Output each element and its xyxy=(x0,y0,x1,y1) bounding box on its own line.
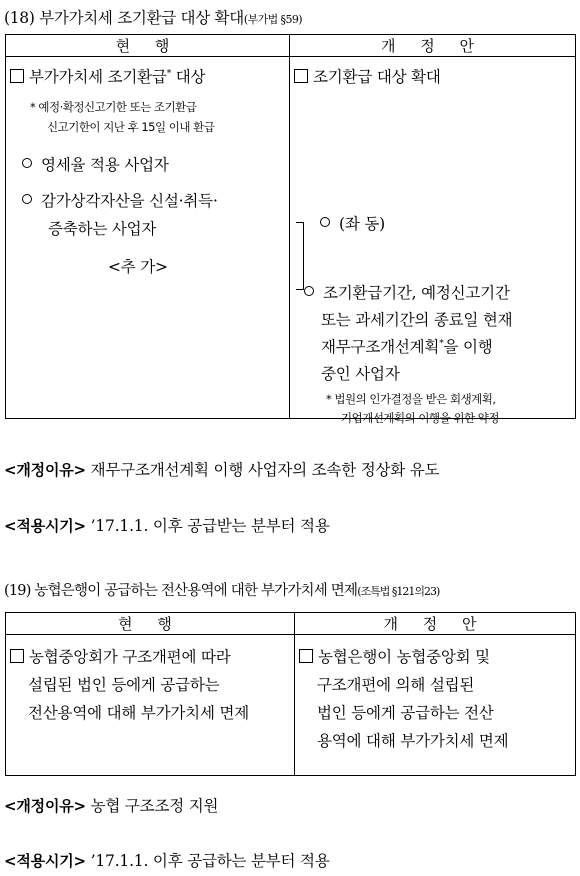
section19-header-current: 현 행 xyxy=(6,613,295,635)
section18-header-revised: 개 정 안 xyxy=(290,35,576,57)
section18-header-current: 현 행 xyxy=(6,35,290,57)
circle-bullet-icon xyxy=(22,194,32,204)
section19-reason-label: <개정이유> xyxy=(4,797,86,815)
section18-revised-line3-pre: 재무구조개선계획 xyxy=(321,338,440,356)
section19-revised-line4: 용역에 대해 부가가치세 면제 xyxy=(317,732,509,750)
section18-revised-item xyxy=(294,65,441,87)
section18-current-bullet2 xyxy=(22,189,218,211)
checkbox-square-icon xyxy=(294,69,308,83)
section18-current-add: <추 가> xyxy=(108,258,168,276)
section18-revised-item-title: 조기환급 대상 확대 xyxy=(313,68,441,86)
asterisk-mark: * xyxy=(439,338,444,349)
section18-current-bullet2-cont: 증축하는 사업자 xyxy=(48,220,157,238)
section18-table xyxy=(5,34,576,425)
same-as-left-bracket xyxy=(296,222,304,290)
section18-current-note1: * 예정·확정신고기한 또는 조기환급 xyxy=(30,100,197,114)
section18-current-cell xyxy=(6,57,290,419)
section18-effective-label: <적용시기> xyxy=(4,517,86,535)
section18-revised-note2: 기업개선계획의 이행을 위한 약정 xyxy=(341,411,499,425)
section19-revised-line1 xyxy=(299,645,490,667)
section19-table xyxy=(5,612,576,776)
section19-revised-line1-text: 농협은행이 농협중앙회 및 xyxy=(318,648,490,666)
section18-revised-line2: 또는 과세기간의 종료일 현재 xyxy=(321,311,513,329)
section18-revised-bullet1-text: 조기환급기간, 예정신고기간 xyxy=(323,284,510,302)
checkbox-square-icon xyxy=(10,69,24,83)
section18-revised-same xyxy=(320,212,385,234)
section18-current-bullet1-text: 영세율 적용 사업자 xyxy=(41,156,169,174)
section19-title-text: (19) 농협은행이 공급하는 전산용역에 대한 부가가치세 면제 xyxy=(4,583,358,599)
checkbox-square-icon xyxy=(299,649,313,663)
section18-effective xyxy=(4,514,330,536)
section19-current-line2: 설립된 법인 등에게 공급하는 xyxy=(28,676,220,694)
section19-effective-label: <적용시기> xyxy=(4,852,86,870)
circle-bullet-icon xyxy=(22,158,32,168)
section18-revised-line3-post: 을 이행 xyxy=(443,338,493,356)
section18-current-note2: 신고기한이 지난 후 15일 이내 환급 xyxy=(47,120,215,134)
section19-law-ref: (조특법 §121의23) xyxy=(357,585,440,598)
section19-reason xyxy=(4,794,218,816)
section18-current-item-title: 부가가치세 조기환급 xyxy=(29,68,167,86)
section19-effective-text: ’17.1.1. 이후 공급하는 분부터 적용 xyxy=(90,852,330,870)
section18-current-bullet1 xyxy=(22,153,169,175)
section18-reason xyxy=(4,458,439,480)
section18-law-ref: (부가법 §59) xyxy=(243,13,302,26)
section18-reason-text: 재무구조개선계획 이행 사업자의 조속한 정상화 유도 xyxy=(90,461,440,479)
circle-bullet-icon xyxy=(320,217,330,227)
section18-revised-same-text: (좌 동) xyxy=(339,215,385,233)
section19-reason-text: 농협 구조조정 지원 xyxy=(90,797,219,815)
section19-header-revised: 개 정 안 xyxy=(295,613,576,635)
section18-revised-line4: 중인 사업자 xyxy=(321,365,400,383)
section18-current-item-suffix: 대상 xyxy=(171,68,206,86)
section18-current-bullet2-text: 감가상각자산을 신설·취득· xyxy=(41,192,218,210)
section19-revised-line3: 법인 등에게 공급하는 전산 xyxy=(317,704,494,722)
section19-current-cell xyxy=(6,635,295,776)
section18-revised-cell xyxy=(290,57,576,425)
section18-revised-note1: * 법원의 인가결정을 받은 회생계획, xyxy=(326,392,496,406)
section18-current-item xyxy=(10,65,205,87)
section19-current-line1-text: 농협중앙회가 구조개편에 따라 xyxy=(29,648,231,666)
section19-current-line1 xyxy=(10,645,231,667)
section18-title xyxy=(4,6,302,28)
checkbox-square-icon xyxy=(10,649,24,663)
asterisk-mark: * xyxy=(166,68,171,79)
section19-effective xyxy=(4,849,330,871)
circle-bullet-icon xyxy=(304,286,314,296)
section19-title xyxy=(4,579,439,600)
section18-reason-label: <개정이유> xyxy=(4,461,86,479)
section18-effective-text: ’17.1.1. 이후 공급받는 분부터 적용 xyxy=(90,517,330,535)
section19-revised-line2: 구조개편에 의해 설립된 xyxy=(317,676,475,694)
section19-current-line3: 전산용역에 대해 부가가치세 면제 xyxy=(28,704,250,722)
section18-revised-bullet1 xyxy=(304,281,510,303)
section18-revised-line3 xyxy=(321,335,493,357)
section18-title-text: (18) 부가가치세 조기환급 대상 확대 xyxy=(4,9,244,27)
section19-revised-cell xyxy=(295,635,576,776)
